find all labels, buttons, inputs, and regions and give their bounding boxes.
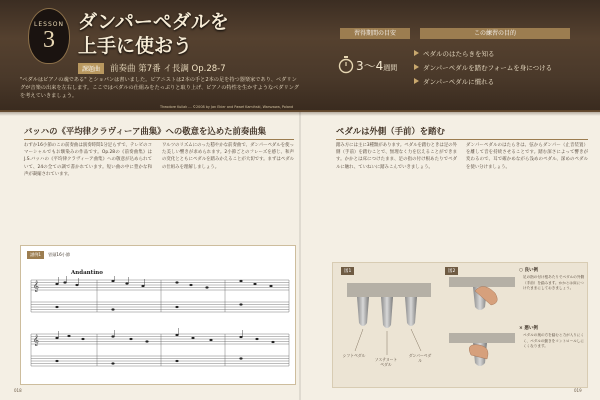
- title-line-1: ダンパーペダルを: [78, 11, 229, 33]
- triangle-bullet-icon: [414, 50, 419, 56]
- left-section-heading: バッハの《平均律クラヴィーア曲集》への敬意を込めた前奏曲集: [24, 125, 294, 140]
- piece-name: 前奏曲 第7番 イ長調 Op.28-7: [110, 64, 226, 74]
- piece-row: [78, 62, 226, 74]
- lesson-badge: [28, 8, 70, 64]
- triangle-bullet-icon: [414, 78, 419, 84]
- goal-number: 3〜4: [356, 59, 384, 73]
- bad-example-label: × 悪い例: [519, 326, 538, 331]
- right-body-col-2: ダンパーペダルのはたらきは、弦からダンパー（止音装置）を離して音を持続させることです。踏む深さによって響きが変わるので、耳で確かめながら浅めのペダル、深めのペダルを使い分けましょう。: [466, 143, 588, 170]
- score-tag: 譜例1: [27, 251, 44, 259]
- lesson-number: 3: [43, 26, 55, 53]
- figure-2-tag: 図2: [445, 267, 458, 275]
- good-example-label: ○ 良い例: [519, 268, 538, 273]
- header-banner: [0, 0, 600, 112]
- left-body-col-1: わずか16小節のこの前奏曲は演奏時間1分足らずで、テレビのコマーシャルでもお馴染みの作品です。Op.28の《前奏曲集》はJ.S.バッハの《平均律クラヴィーア曲集》への敬意が込められていて、24の全ての調で書かれています。短い曲の中に豊かな和声が凝縮されています。: [24, 143, 152, 177]
- page-number-left: 018: [14, 388, 22, 393]
- goal-unit: 週間: [383, 64, 398, 72]
- aims-heading: この練習の目的: [420, 28, 570, 39]
- tempo-marking: Andantino: [71, 270, 103, 276]
- svg-text:𝄞: 𝄞: [33, 281, 39, 292]
- goal-value: [356, 57, 397, 74]
- svg-text:𝄞: 𝄞: [33, 335, 39, 346]
- good-example-note: 足の指の付け根あたりでペダルの外側（手前）を踏みます。かかとは床につけたままにしておきましょう。: [523, 275, 585, 291]
- left-body-col-2: ワルツのリズムにのった穏やかな前奏曲で、ダンパーペダルを使った美しい響きが求められます。2小節ごとのフレーズを感じ、和声の変化とともにペダルを踏みかえることが大切です。まずはペダルの仕組みを理解しましょう。: [162, 143, 294, 170]
- piece-tag: 課題曲: [78, 63, 104, 74]
- right-section-heading: ペダルは外側（手前）を踏む: [336, 125, 588, 140]
- credit-text: Theodore Kullak ... ©2008 by Jan Ekier and Paweł Kamiński, Warszawa, Poland: [160, 105, 294, 109]
- title-line-2: 上手に使おう: [78, 35, 193, 57]
- bad-example-note: ペダルの奥の方を踏むと力が入りにくく、ペダルの動きをコントロールしにくくなります。: [523, 333, 585, 349]
- score-caption: 冒頭16小節: [48, 252, 71, 257]
- score-label: [27, 251, 70, 259]
- aim-item: ダンパーペダルを踏むフォームを身につける: [414, 60, 552, 74]
- intro-text: "ペダルはピアノの魂である" とショパンは書いました。ピアニストは2本の手と2本の足を持つ器楽家であり、ペダリングが音楽の出来を左右します。ここではペダルの仕組みをたっぷりと取り上げ、ピアノの特性を生かすようなペダリングを考えていきましょう。: [20, 77, 299, 99]
- goal-heading: 習得期間の目安: [340, 28, 410, 39]
- right-body-col-1: 踏み方には主に3種類があります。ペダルを踏むときは足の外側（手前）を踏むことで、無理なく力を伝えることができます。かかとは床につけたまま、足の指の付け根あたりでペダルに触れ、ていねいに踏みこんでいきましょう。: [336, 143, 457, 170]
- aims-list: [414, 46, 552, 88]
- music-score-staves: [27, 276, 291, 380]
- pedal-label-damper: ダンパーペダル: [408, 353, 432, 363]
- pedal-label-shift: シフトペダル: [342, 353, 366, 358]
- figure-1-tag: 図1: [341, 267, 354, 275]
- score-example: [20, 245, 296, 385]
- page-number-right: 019: [574, 388, 582, 393]
- page-title: [78, 10, 308, 58]
- timer-icon: [338, 56, 354, 74]
- lesson-word: LESSON: [34, 20, 64, 28]
- page-gutter: [299, 112, 301, 400]
- triangle-bullet-icon: [414, 64, 419, 70]
- pedal-label-sostenuto: ソステヌートペダル: [374, 357, 398, 367]
- aim-item: ペダルのはたらきを知る: [414, 46, 552, 60]
- pedal-figure: [332, 262, 588, 388]
- aim-item: ダンパーペダルに慣れる: [414, 74, 552, 88]
